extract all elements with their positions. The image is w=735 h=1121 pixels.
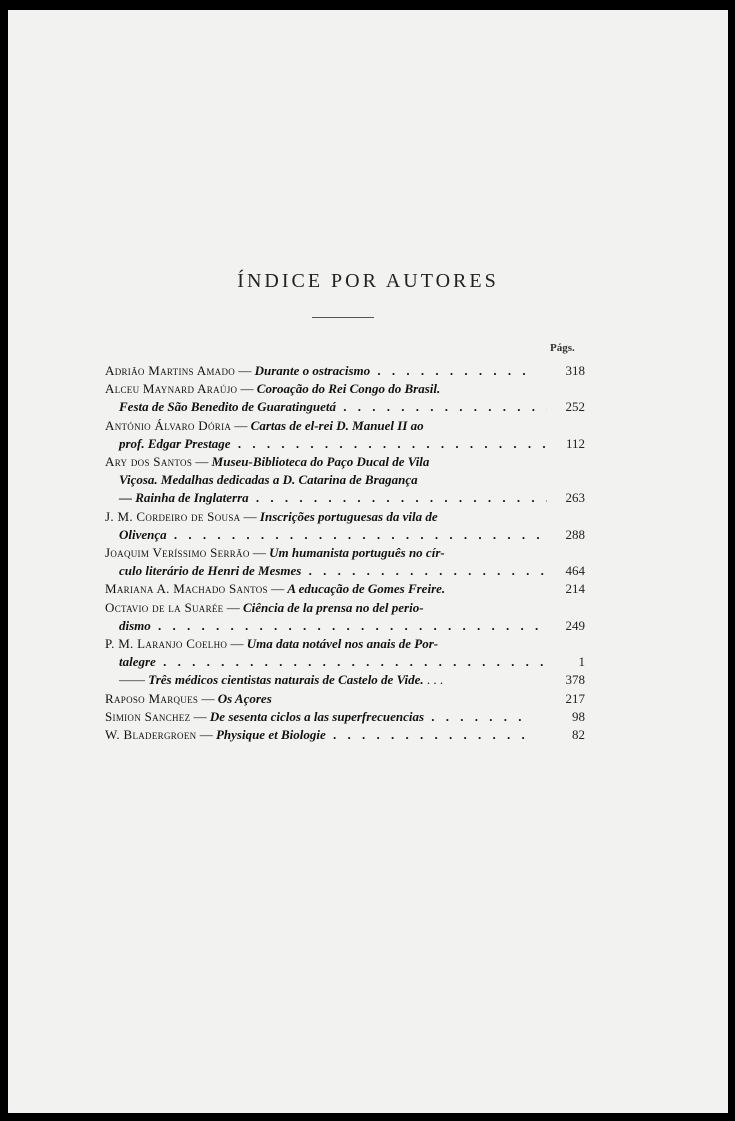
page-number: 214: [565, 581, 585, 597]
index-entry: [105, 635, 585, 671]
author-index-list: [105, 362, 585, 744]
entry-line: Mariana A. Machado Santos — A educação de Gomes Freire.: [105, 581, 446, 597]
entry-line: P. M. Laranjo Coelho — Uma data notável nos anais de Por-: [105, 636, 439, 652]
entry-line: Simion Sanchez — De sesenta ciclos a las superfrecuencias . . .: [105, 708, 533, 726]
entry-line: Joaquim Veríssimo Serrão — Um humanista português no cír-: [105, 545, 445, 561]
entry-line: J. M. Cordeiro de Sousa — Inscrições portuguesas da vila de: [105, 508, 438, 524]
work-title: Museu-Biblioteca do Paço Ducal de Vila: [211, 454, 430, 470]
entry-line: [105, 471, 585, 489]
title-rule: [312, 317, 374, 318]
author-name: Ary dos Santos: [105, 454, 193, 470]
work-title: Inscrições portuguesas da vila de: [259, 508, 438, 524]
pages-column-label: Págs.: [550, 342, 575, 354]
page-number: 378: [565, 672, 585, 688]
index-entry: [105, 544, 585, 580]
index-entry: [105, 380, 585, 416]
index-entry: [105, 417, 585, 453]
ditto-dash: ——: [119, 672, 145, 688]
work-title-continued: — Rainha de Inglaterra: [119, 490, 249, 506]
work-title-continued: Festa de São Benedito de Guaratinguetá: [119, 399, 337, 415]
work-title-continued: talegre: [119, 654, 156, 670]
index-entry: [105, 690, 585, 708]
index-entry: [105, 671, 585, 689]
work-title: Um humanista português no cír-: [269, 545, 445, 561]
page-number: 252: [565, 399, 585, 415]
page-number: 112: [565, 435, 585, 451]
page-number: 217: [565, 690, 585, 706]
author-name: Simion Sanchez: [105, 708, 191, 724]
work-title: Três médicos cientistas naturais de Castelo de Vide.: [148, 672, 424, 688]
author-name: Raposo Marques: [105, 690, 199, 706]
work-title: Uma data notável nos anais de Por-: [246, 636, 439, 652]
work-title-continued: prof. Edgar Prestage: [119, 435, 231, 451]
entry-line: Alceu Maynard Araújo — Coroação do Rei Congo do Brasil.: [105, 381, 441, 397]
author-name: P. M. Laranjo Coelho: [105, 636, 228, 652]
entry-line: [105, 526, 547, 544]
index-entry: [105, 508, 585, 544]
entry-line: Raposo Marques — Os Açores: [105, 690, 272, 706]
author-name: Octavio de la Suarée: [105, 599, 224, 615]
work-title-continued: Viçosa. Medalhas dedicadas a D. Catarina de Bragança: [119, 472, 418, 488]
page-number: 288: [565, 526, 585, 542]
entry-line: [105, 435, 547, 453]
author-name: Adrião Martins Amado: [105, 363, 236, 378]
entry-line: —— Três médicos cientistas naturais de Castelo de Vide. . . .: [119, 672, 444, 688]
book-page: [8, 10, 728, 1113]
entry-line: W. Bladergroen — Physique et Biologie . . .: [105, 726, 533, 744]
page-number: 98: [572, 708, 585, 724]
index-entry: [105, 580, 585, 598]
author-name: Mariana A. Machado Santos: [105, 581, 268, 597]
page-number: 464: [565, 563, 585, 579]
entry-line: [105, 398, 547, 416]
author-name: J. M. Cordeiro de Sousa: [105, 508, 241, 524]
work-title-continued: dismo: [119, 617, 151, 633]
entry-line: Octavio de la Suarée — Ciência de la prensa no del perio-: [105, 599, 424, 615]
work-title: Durante o ostracismo: [254, 363, 371, 378]
author-name: António Álvaro Dória: [105, 417, 232, 433]
page-number: 1: [578, 654, 585, 670]
entry-line: [105, 653, 547, 671]
page-number: 263: [565, 490, 585, 506]
work-title: Cartas de el-rei D. Manuel II ao: [250, 417, 424, 433]
work-title: De sesenta ciclos a las superfrecuencias: [209, 708, 425, 724]
page-number: 318: [565, 363, 585, 378]
work-title: Coroação do Rei Congo do Brasil.: [256, 381, 441, 397]
entry-line: [105, 617, 547, 635]
work-title: Ciência de la prensa no del perio-: [242, 599, 424, 615]
page-number: 82: [572, 727, 585, 743]
index-entry: [105, 708, 585, 726]
work-title: Physique et Biologie: [215, 727, 326, 743]
entry-line: Adrião Martins Amado — Durante o ostracismo . . .: [105, 362, 533, 380]
work-title: Os Açores: [217, 690, 272, 706]
author-name: W. Bladergroen: [105, 727, 197, 743]
page-title: ÍNDICE POR AUTORES: [237, 270, 499, 292]
author-name: Joaquim Veríssimo Serrão: [105, 545, 250, 561]
entry-line: António Álvaro Dória — Cartas de el-rei D. Manuel II ao: [105, 417, 424, 433]
entry-line: [105, 562, 547, 580]
author-name: Alceu Maynard Araújo: [105, 381, 238, 397]
index-entry: [105, 453, 585, 508]
work-title-continued: culo literário de Henri de Mesmes: [119, 563, 302, 579]
index-entry: [105, 362, 585, 380]
work-title-continued: Olivença: [119, 526, 167, 542]
entry-line: Ary dos Santos — Museu-Biblioteca do Paço Ducal de Vila: [105, 454, 430, 470]
index-entry: [105, 599, 585, 635]
entry-line: [105, 489, 547, 507]
index-entry: [105, 726, 585, 744]
work-title: A educação de Gomes Freire.: [287, 581, 446, 597]
page-number: 249: [565, 617, 585, 633]
